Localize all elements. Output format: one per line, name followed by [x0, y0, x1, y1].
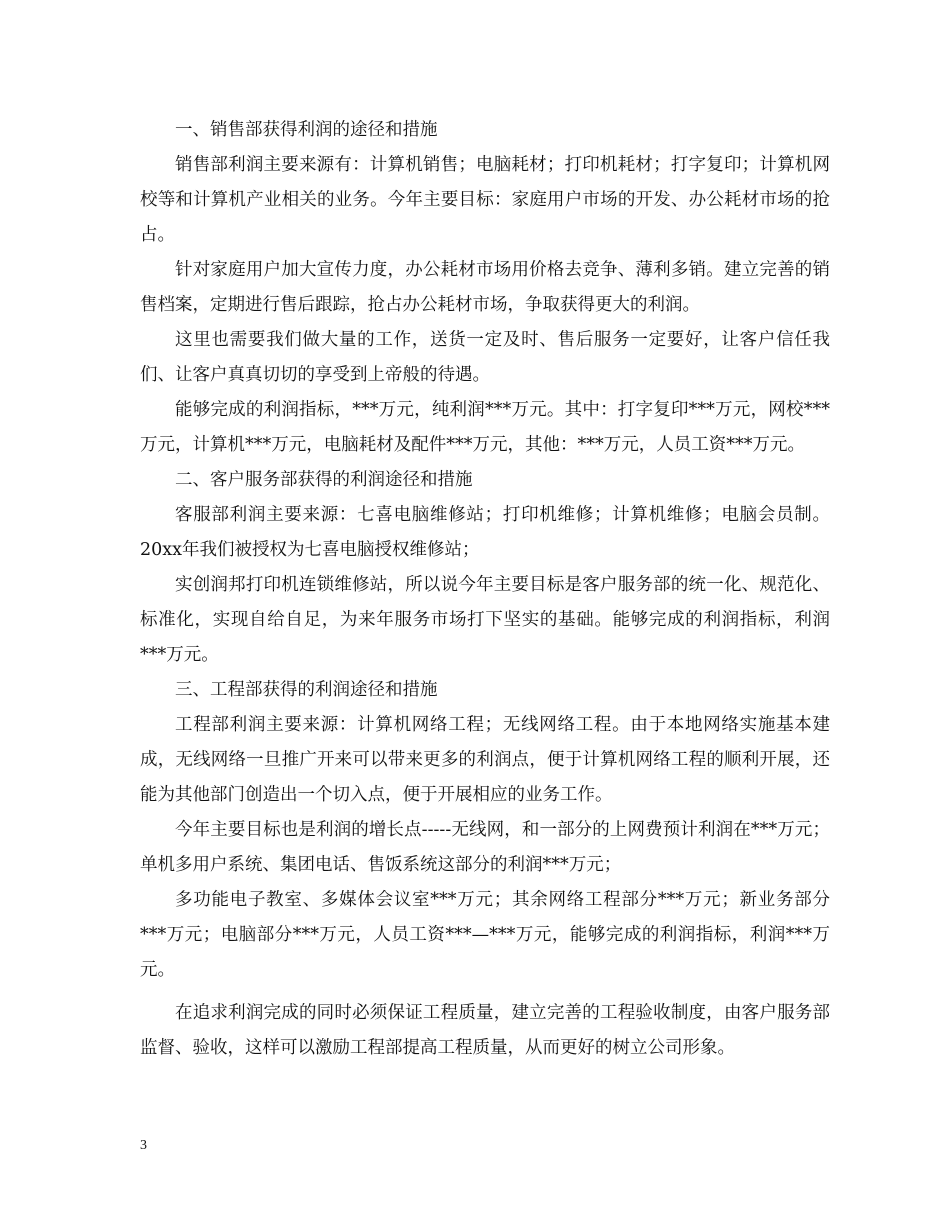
section-heading-engineering: 三、工程部获得的利润途径和措施 [175, 680, 438, 700]
paragraph: 在追求利润完成的同时必须保证工程质量，建立完善的工程验收制度，由客户服务部监督、验收，这样可以激励工程部提高工程质量，从而更好的树立公司形象。 [140, 1003, 830, 1058]
paragraph: 今年主要目标也是利润的增长点-----无线网，和一部分的上网费预计利润在***万元；单机多用户系统、集团电话、售饭系统这部分的利润***万元； [140, 820, 830, 875]
paragraph: 能够完成的利润指标，***万元，纯利润***万元。其中：打字复印***万元，网校***万元，计算机***万元，电脑耗材及配件***万元，其他：***万元，人员工资***万元。 [140, 400, 830, 455]
document-body [140, 113, 830, 1066]
section-heading-customer-service: 二、客户服务部获得的利润途径和措施 [175, 470, 473, 490]
paragraph: 多功能电子教室、多媒体会议室***万元；其余网络工程部分***万元；新业务部分***万元；电脑部分***万元，人员工资***—***万元，能够完成的利润指标，利润***万元。 [140, 890, 830, 980]
page-number: 3 [140, 1138, 147, 1153]
paragraph: 销售部利润主要来源有：计算机销售；电脑耗材；打印机耗材；打字复印；计算机网校等和计算机产业相关的业务。今年主要目标：家庭用户市场的开发、办公耗材市场的抢占。 [140, 155, 830, 245]
paragraph: 客服部利润主要来源：七喜电脑维修站；打印机维修；计算机维修；电脑会员制。20xx年我们被授权为七喜电脑授权维修站； [140, 505, 830, 560]
paragraph: 针对家庭用户加大宣传力度，办公耗材市场用价格去竞争、薄利多销。建立完善的销售档案，定期进行售后跟踪，抢占办公耗材市场，争取获得更大的利润。 [140, 260, 830, 315]
paragraph: 这里也需要我们做大量的工作，送货一定及时、售后服务一定要好，让客户信任我们、让客户真真切切的享受到上帝般的待遇。 [140, 330, 830, 385]
paragraph: 实创润邦打印机连锁维修站，所以说今年主要目标是客户服务部的统一化、规范化、标准化，实现自给自足，为来年服务市场打下坚实的基础。能够完成的利润指标，利润***万元。 [140, 575, 830, 665]
section-heading-sales: 一、销售部获得利润的途径和措施 [175, 120, 438, 140]
paragraph: 工程部利润主要来源：计算机网络工程；无线网络工程。由于本地网络实施基本建成，无线网络一旦推广开来可以带来更多的利润点，便于计算机网络工程的顺利开展，还能为其他部门创造出一个切入点，便于开展相应的业务工作。 [140, 715, 830, 805]
